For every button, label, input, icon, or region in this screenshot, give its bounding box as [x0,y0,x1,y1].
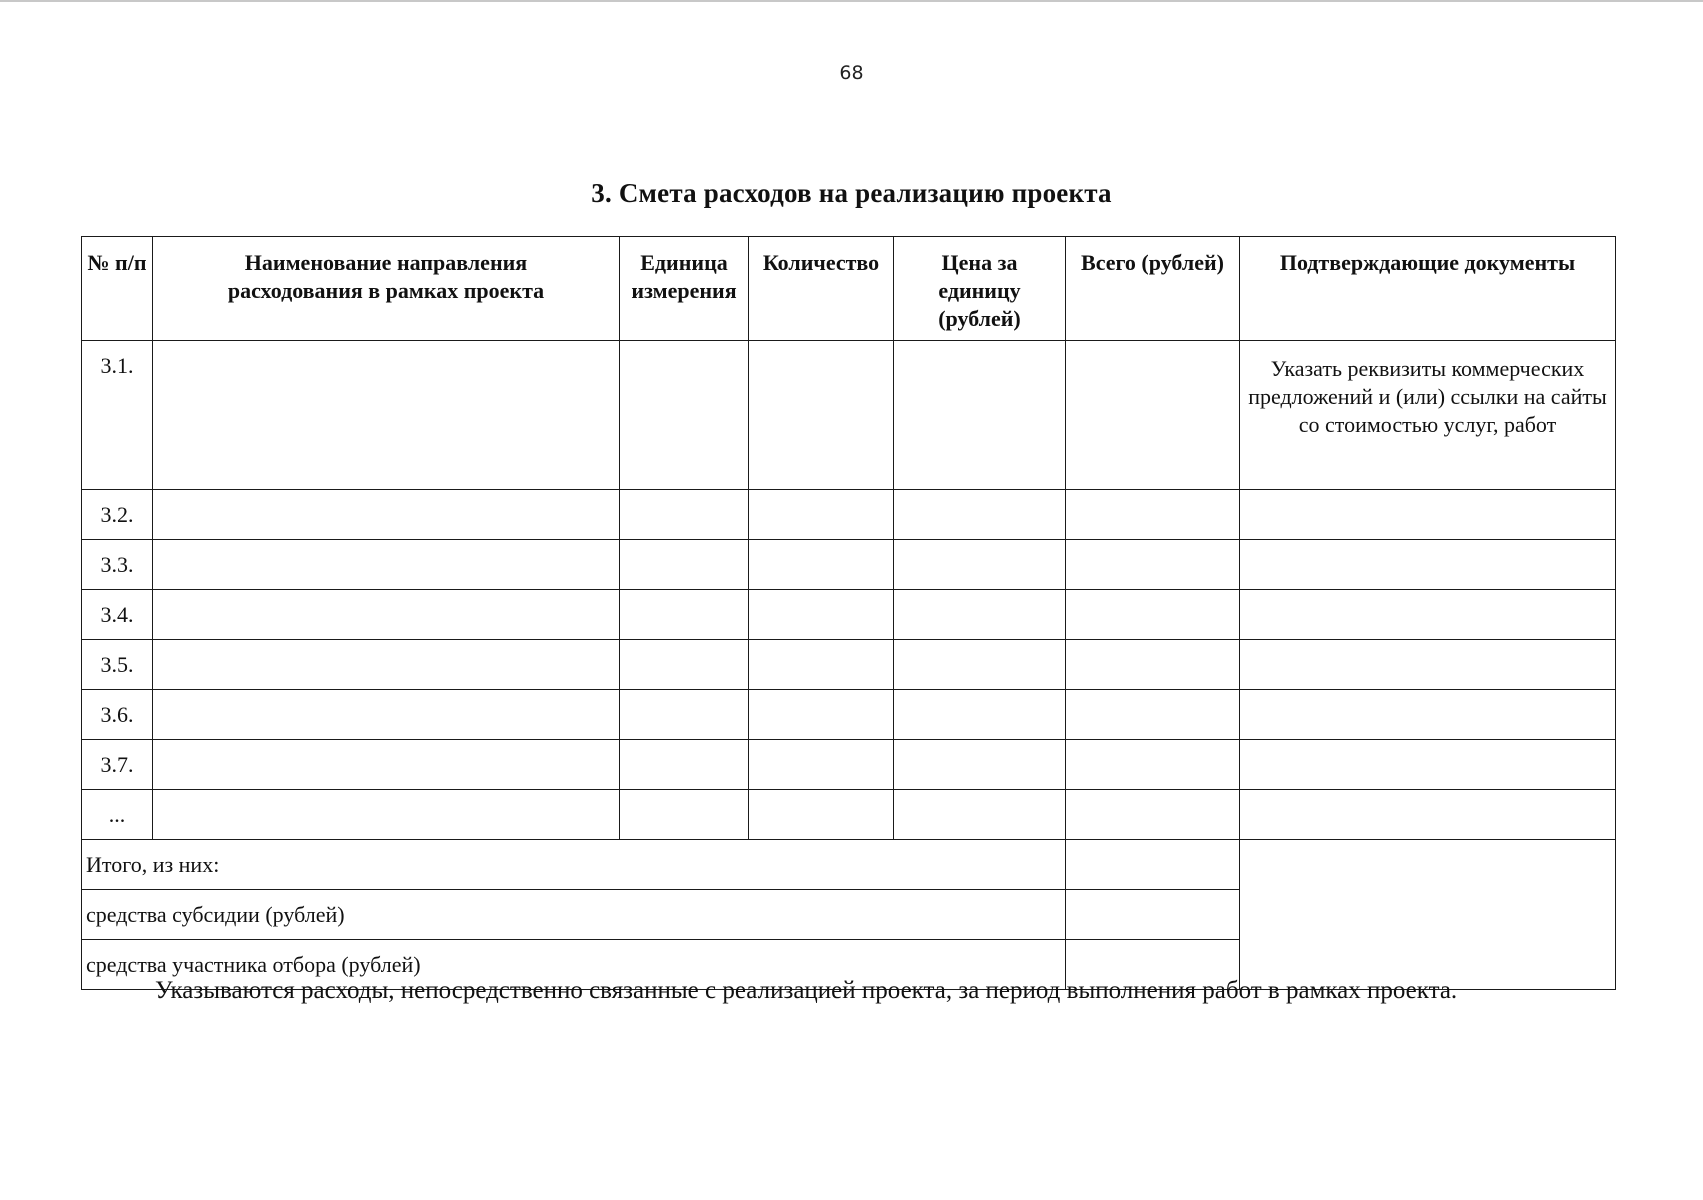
table-row [82,540,1616,590]
cell-name[interactable] [153,341,620,490]
cell-docs[interactable] [1240,640,1616,690]
header-docs: Подтверждающие документы [1240,237,1616,341]
table-row [82,690,1616,740]
cell-total[interactable] [1066,740,1240,790]
page-number: 68 [839,62,864,84]
table-row [82,341,1616,490]
cell-price[interactable] [894,341,1066,490]
cell-unit[interactable] [620,690,749,740]
cell-name[interactable] [153,590,620,640]
cell-unit[interactable] [620,640,749,690]
cell-qty[interactable] [749,540,894,590]
row-number: 3.1. [82,341,153,490]
cell-docs[interactable] [1240,740,1616,790]
cell-total[interactable] [1066,640,1240,690]
cell-total[interactable] [1066,490,1240,540]
totals-overall-value[interactable] [1066,840,1240,890]
cell-price[interactable] [894,740,1066,790]
cell-name[interactable] [153,790,620,840]
cell-price[interactable] [894,790,1066,840]
cell-qty[interactable] [749,590,894,640]
row-number: 3.2. [82,490,153,540]
totals-participant-label: средства участника отбора (рублей) [82,940,1066,990]
row-number: 3.4. [82,590,153,640]
cell-total[interactable] [1066,341,1240,490]
totals-subsidy-value[interactable] [1066,890,1240,940]
cell-docs[interactable] [1240,590,1616,640]
cell-total[interactable] [1066,540,1240,590]
cell-name[interactable] [153,640,620,690]
row-number: 3.5. [82,640,153,690]
cell-qty[interactable] [749,740,894,790]
cell-docs[interactable] [1240,790,1616,840]
table-row [82,490,1616,540]
table-row [82,590,1616,640]
header-unit: Единица измерения [620,237,749,341]
cell-price[interactable] [894,540,1066,590]
cell-price[interactable] [894,590,1066,640]
header-price: Цена за единицу (рублей) [894,237,1066,341]
cell-unit[interactable] [620,790,749,840]
cell-price[interactable] [894,490,1066,540]
cell-qty[interactable] [749,690,894,740]
table-row [82,740,1616,790]
header-total: Всего (рублей) [1066,237,1240,341]
cell-total[interactable] [1066,790,1240,840]
header-name: Наименование направления расходования в рамках проекта [153,237,620,341]
cell-qty[interactable] [749,490,894,540]
cell-qty[interactable] [749,790,894,840]
cell-docs[interactable] [1240,540,1616,590]
row-number: ... [82,790,153,840]
cell-unit[interactable] [620,540,749,590]
section-title: 3. Смета расходов на реализацию проекта [591,178,1112,208]
totals-subsidy-label: средства субсидии (рублей) [82,890,1066,940]
header-qty: Количество [749,237,894,341]
cell-name[interactable] [153,490,620,540]
totals-row-overall [82,840,1616,890]
row-number: 3.7. [82,740,153,790]
cell-name[interactable] [153,690,620,740]
cell-qty[interactable] [749,341,894,490]
cell-unit[interactable] [620,490,749,540]
cell-price[interactable] [894,640,1066,690]
row-number: 3.3. [82,540,153,590]
totals-docs-cell [1240,840,1616,990]
cell-name[interactable] [153,740,620,790]
cell-unit[interactable] [620,740,749,790]
footnote: Указываются расходы, непосредственно связанные с реализацией проекта, за период выполнения работ в рамках проекта. [155,977,1458,1004]
table-row [82,640,1616,690]
cell-unit[interactable] [620,590,749,640]
scan-edge [0,0,1703,2]
header-num: № п/п [82,237,153,341]
cell-name[interactable] [153,540,620,590]
cell-docs[interactable] [1240,490,1616,540]
table-row [82,790,1616,840]
cell-qty[interactable] [749,640,894,690]
budget-table [81,236,1616,990]
cell-total[interactable] [1066,590,1240,640]
totals-overall-label: Итого, из них: [82,840,1066,890]
cell-docs: Указать реквизиты коммерческих предложений и (или) ссылки на сайты со стоимостью услуг, работ [1240,341,1616,490]
cell-unit[interactable] [620,341,749,490]
row-number: 3.6. [82,690,153,740]
cell-docs[interactable] [1240,690,1616,740]
table-header-row [82,237,1616,341]
cell-total[interactable] [1066,690,1240,740]
cell-price[interactable] [894,690,1066,740]
